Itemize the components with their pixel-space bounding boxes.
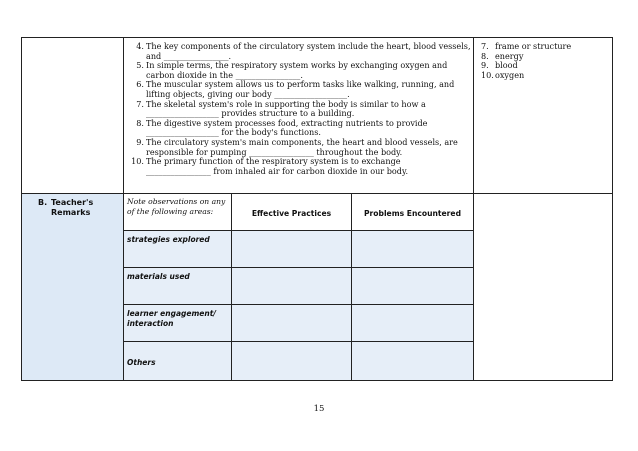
list-item: 10. The primary function of the respiratory system is to exchange ________________ from inhaled air for carbon dioxide in our body. bbox=[131, 156, 409, 176]
row-label-materials: materials used bbox=[127, 272, 190, 281]
list-item: 4. The key components of the circulatory system include the heart, blood vessels, and ________________. bbox=[136, 41, 471, 61]
table-cell[interactable] bbox=[232, 231, 351, 267]
divider bbox=[123, 230, 474, 231]
divider bbox=[123, 304, 474, 305]
list-item: 8. The digestive system processes food, extracting nutrients to provide __________________ for the body's functions. bbox=[136, 117, 428, 138]
list-item: 6. The muscular system allows us to perform tasks like walking, running, and lifting objects, giving our body __________________. bbox=[136, 79, 455, 99]
answer-item: 7. frame or structure bbox=[481, 41, 572, 51]
observation-note: Note observations on any of the following areas: bbox=[127, 197, 226, 216]
list-item: 9. The circulatory system's main components, the heart and blood vessels, are responsible for pumping ________________ throughout the body. bbox=[136, 136, 458, 157]
answer-list bbox=[481, 42, 607, 80]
list-item: 7. The skeletal system's role in supporting the body is similar to how a __________________ provides structure to a building. bbox=[136, 98, 426, 119]
divider bbox=[473, 37, 474, 381]
section-title-line2: Remarks bbox=[51, 208, 91, 217]
row-label-others: Others bbox=[127, 358, 156, 367]
column-header-problems: Problems Encountered bbox=[363, 209, 462, 218]
divider bbox=[123, 341, 474, 342]
table-cell[interactable] bbox=[352, 342, 473, 380]
table-cell[interactable] bbox=[232, 342, 351, 380]
divider bbox=[123, 267, 474, 268]
answer-item: 10. oxygen bbox=[481, 69, 525, 80]
teacher-remarks-cell bbox=[22, 194, 123, 380]
list-item: 5. In simple terms, the respiratory system works by exchanging oxygen and carbon dioxide in the ________________. bbox=[136, 60, 448, 80]
table-cell[interactable] bbox=[232, 268, 351, 304]
answer-item: 8. energy bbox=[481, 50, 524, 61]
page-number: 15 bbox=[313, 404, 325, 414]
table-cell[interactable] bbox=[352, 305, 473, 341]
table-cell[interactable] bbox=[352, 231, 473, 267]
row-label-engagement: learner engagement/ interaction bbox=[127, 309, 217, 328]
section-letter: B. bbox=[38, 198, 48, 207]
divider bbox=[351, 194, 352, 381]
divider bbox=[231, 194, 232, 381]
table-cell[interactable] bbox=[232, 305, 351, 341]
section-title-line1: Teacher's bbox=[51, 198, 94, 207]
question-list bbox=[131, 42, 471, 176]
table-cell[interactable] bbox=[352, 268, 473, 304]
row-label-strategies: strategies explored bbox=[127, 235, 210, 244]
column-header-effective: Effective Practices bbox=[251, 209, 332, 218]
answer-item: 9. blood bbox=[481, 60, 518, 71]
